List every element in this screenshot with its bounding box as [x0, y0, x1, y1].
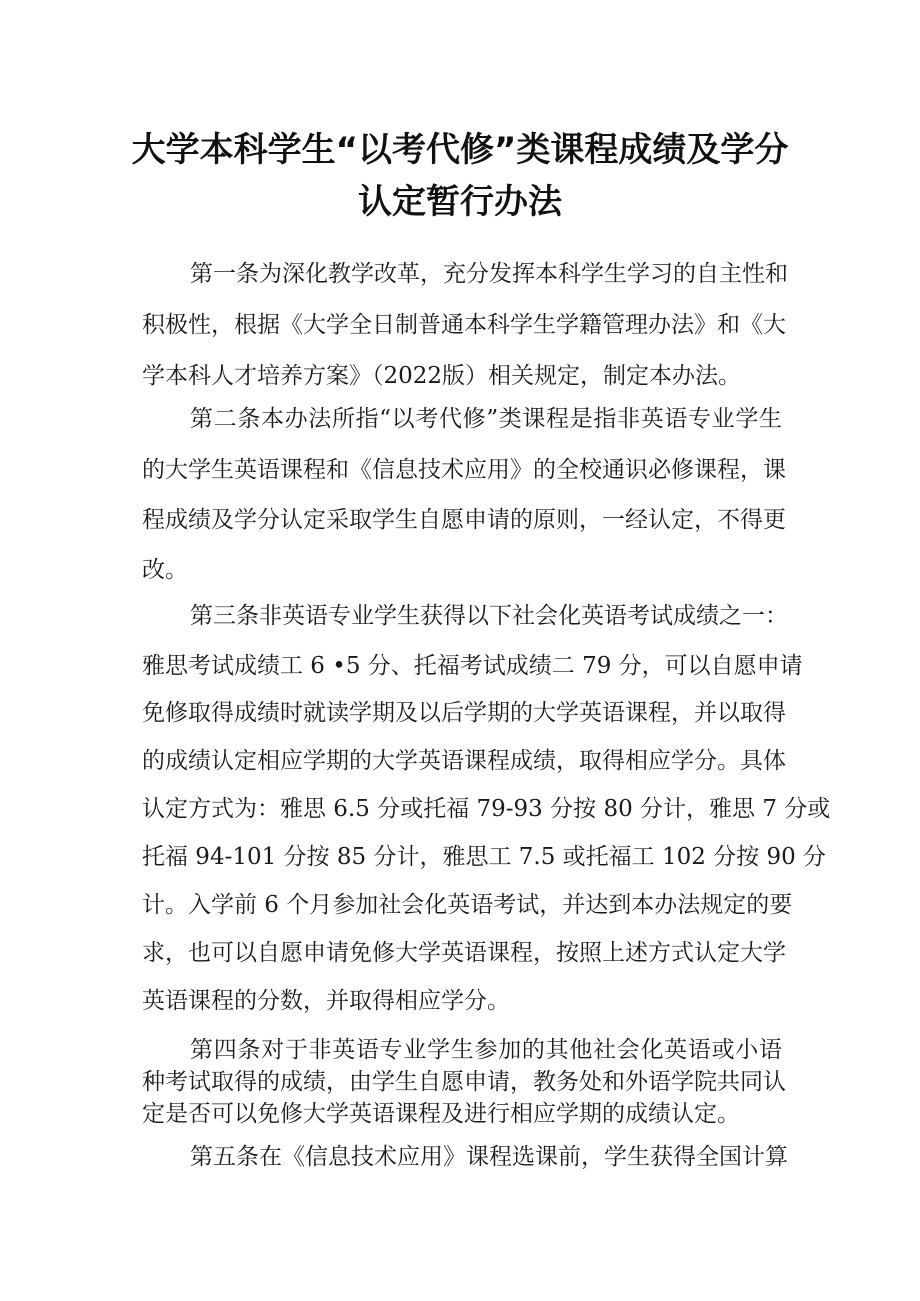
document-title-line-1: 大学本科学生“以考代修”类课程成绩及学分: [131, 130, 789, 170]
article-1-line-1: 第一条为深化教学改革，充分发挥本科学生学习的自主性和: [190, 261, 788, 287]
article-4-line-3: 定是否可以免修大学英语课程及进行相应学期的成绩认定。: [142, 1101, 740, 1127]
article-1-line-2: 积极性，根据《大学全日制普通本科学生学籍管理办法》和《大: [142, 312, 786, 338]
article-4-line-2: 种考试取得的成绩，由学生自愿申请，教务处和外语学院共同认: [142, 1069, 786, 1095]
article-3-line-2: 雅思考试成绩工 6 •5 分、托福考试成绩二 79 分，可以自愿申请: [142, 653, 803, 679]
article-1-line-3: 学本科人才培养方案》（2022版）相关规定，制定本办法。: [142, 363, 742, 389]
article-2-line-4: 改。: [142, 557, 188, 583]
article-3-line-6: 托福 94-101 分按 85 分计，雅思工 7.5 或托福工 102 分按 90 分: [142, 844, 827, 870]
article-3-line-1: 第三条非英语专业学生获得以下社会化英语考试成绩之一：: [190, 603, 788, 629]
document-title-line-2: 认定暂行办法: [358, 182, 562, 222]
article-3-line-8: 求，也可以自愿申请免修大学英语课程，按照上述方式认定大学: [142, 940, 786, 966]
article-3-line-5: 认定方式为：雅思 6.5 分或托福 79-93 分按 80 分计，雅思 7 分或: [142, 796, 831, 822]
article-5-line-1: 第五条在《信息技术应用》课程选课前，学生获得全国计算: [190, 1144, 788, 1170]
article-3-line-4: 的成绩认定相应学期的大学英语课程成绩，取得相应学分。具体: [142, 748, 786, 774]
article-2-line-1: 第二条本办法所指“以考代修”类课程是指非英语专业学生: [190, 406, 782, 432]
article-3-line-7: 计。入学前 6 个月参加社会化英语考试，并达到本办法规定的要: [142, 892, 793, 918]
article-2-line-3: 程成绩及学分认定采取学生自愿申请的原则，一经认定，不得更: [142, 507, 786, 533]
article-2-line-2: 的大学生英语课程和《信息技术应用》的全校通识必修课程，课: [142, 457, 786, 483]
article-3-line-3: 免修取得成绩时就读学期及以后学期的大学英语课程，并以取得: [142, 700, 786, 726]
article-4-line-1: 第四条对于非英语专业学生参加的其他社会化英语或小语: [190, 1037, 782, 1063]
article-3-line-9: 英语课程的分数，并取得相应学分。: [142, 988, 510, 1014]
